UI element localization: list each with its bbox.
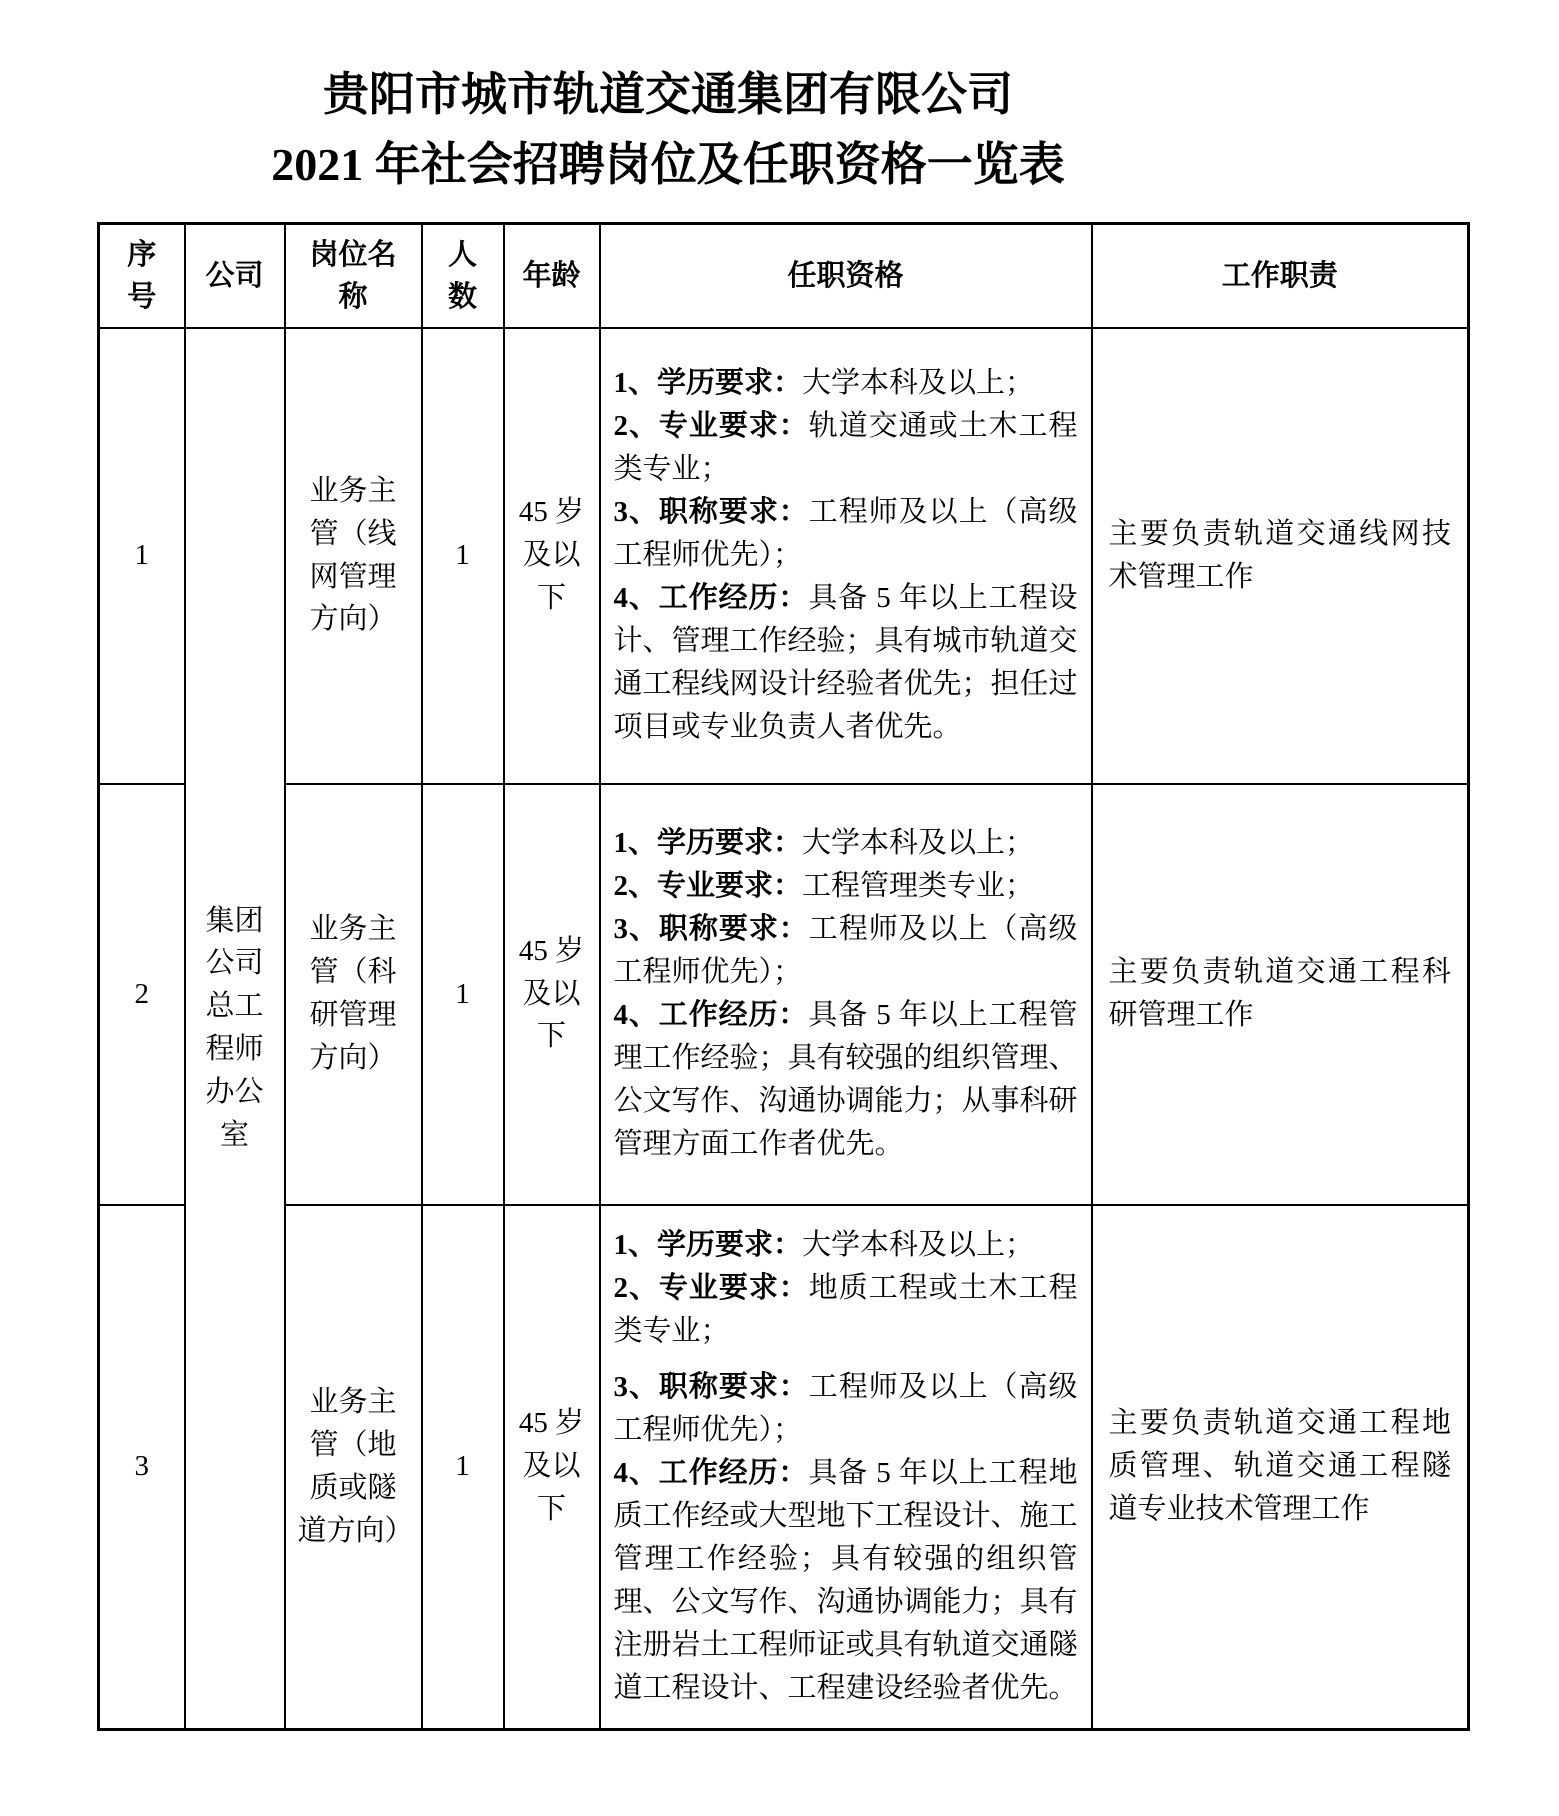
qualification-label: 3、职称要求： <box>613 1371 809 1404</box>
cell-duties: 主要负责轨道交通工程地质管理、轨道交通工程隧道专业技术管理工作 <box>1092 1205 1469 1730</box>
header-age: 年龄 <box>504 224 600 328</box>
cell-position: 业务主管（线网管理方向） <box>285 328 422 784</box>
title-line-2: 2021 年社会招聘岗位及任职资格一览表 <box>271 139 1065 190</box>
qualification-label: 1、学历要求： <box>613 1228 803 1261</box>
cell-duties: 主要负责轨道交通线网技术管理工作 <box>1092 328 1469 784</box>
header-row <box>99 224 1469 328</box>
qualification-item <box>614 491 1078 577</box>
qualification-label: 2、专业要求： <box>613 870 803 903</box>
qualification-item <box>614 1224 1078 1267</box>
qualification-item <box>614 1366 1078 1452</box>
qualification-label: 2、专业要求： <box>613 410 809 443</box>
qualification-label: 4、工作经历： <box>613 581 809 614</box>
qualification-item <box>614 1452 1078 1709</box>
header-company: 公司 <box>185 224 285 328</box>
qualification-label: 3、职称要求： <box>613 496 809 529</box>
qualification-label: 4、工作经历： <box>613 1457 809 1490</box>
cell-no: 1 <box>99 328 185 784</box>
qualification-text: 工程师及以上（高级工程师优先）； <box>613 496 1078 572</box>
qualification-text: 地质工程或土木工程类专业； <box>613 1271 1078 1347</box>
qualification-text: 工程管理类专业； <box>802 870 1035 903</box>
qualification-item <box>614 577 1078 749</box>
qualification-text: 大学本科及以上； <box>802 367 1035 400</box>
cell-duties: 主要负责轨道交通工程科研管理工作 <box>1092 784 1469 1205</box>
qualification-text: 具备 5 年以上工程设计、管理工作经验；具有城市轨道交通工程线网设计经验者优先；担任过项目或专业负责人者优先。 <box>613 581 1078 743</box>
cell-company: 集团公司总工程师办公室 <box>185 328 285 1730</box>
qualification-item <box>614 405 1078 491</box>
qualification-label: 4、工作经历： <box>613 999 809 1031</box>
cell-qualifications <box>600 784 1092 1205</box>
qualification-label: 1、学历要求： <box>613 827 803 860</box>
cell-position: 业务主管（科研管理方向） <box>285 784 422 1205</box>
recruitment-table <box>97 222 1470 1731</box>
qualification-text: 大学本科及以上； <box>802 1228 1035 1261</box>
title-line-1: 贵阳市城市轨道交通集团有限公司 <box>323 69 1013 120</box>
qualification-text: 工程师及以上（高级工程师优先）； <box>613 1371 1078 1447</box>
qualification-item <box>614 362 1078 405</box>
cell-age: 45 岁及以下 <box>504 328 600 784</box>
qualification-text: 具备 5 年以上工程地质工作经或大型地下工程设计、施工管理工作经验；具有较强的组织管理、公文写作、沟通协调能力；具有注册岩土工程师证或具有轨道交通隧道工程设计、工程建设经验者优先。 <box>613 1457 1078 1704</box>
qualification-item <box>614 1267 1078 1353</box>
cell-headcount: 1 <box>422 784 504 1205</box>
header-headcount: 人数 <box>422 224 504 328</box>
table-row-3 <box>99 1205 1469 1730</box>
qualification-text: 大学本科及以上； <box>802 827 1035 860</box>
cell-no: 2 <box>99 784 185 1205</box>
qualification-label: 1、学历要求： <box>613 367 803 400</box>
qualification-text: 工程师及以上（高级工程师优先）； <box>613 913 1078 989</box>
header-duties: 工作职责 <box>1092 224 1469 328</box>
cell-headcount: 1 <box>422 328 504 784</box>
qualification-item <box>614 865 1078 908</box>
cell-qualifications <box>600 1205 1092 1730</box>
qualification-text: 具备 5 年以上工程管理工作经验；具有较强的组织管理、公文写作、沟通协调能力；从事科研管理方面工作者优先。 <box>613 999 1078 1160</box>
qualification-item <box>614 908 1078 994</box>
cell-age: 45 岁及以下 <box>504 784 600 1205</box>
cell-age: 45 岁及以下 <box>504 1205 600 1730</box>
qualification-label: 3、职称要求： <box>613 913 809 946</box>
cell-no: 3 <box>99 1205 185 1730</box>
qualification-text: 轨道交通或土木工程类专业； <box>613 410 1078 486</box>
header-no: 序号 <box>99 224 185 328</box>
table-row-1 <box>99 328 1469 784</box>
table-row-2 <box>99 784 1469 1205</box>
qualification-item <box>614 994 1078 1166</box>
header-position: 岗位名称 <box>285 224 422 328</box>
qualification-label: 2、专业要求： <box>613 1271 809 1304</box>
qualification-item <box>614 822 1078 865</box>
document-title <box>0 60 1336 200</box>
cell-qualifications <box>600 328 1092 784</box>
cell-headcount: 1 <box>422 1205 504 1730</box>
cell-position: 业务主管（地质或隧道方向） <box>285 1205 422 1730</box>
header-qualifications: 任职资格 <box>600 224 1092 328</box>
